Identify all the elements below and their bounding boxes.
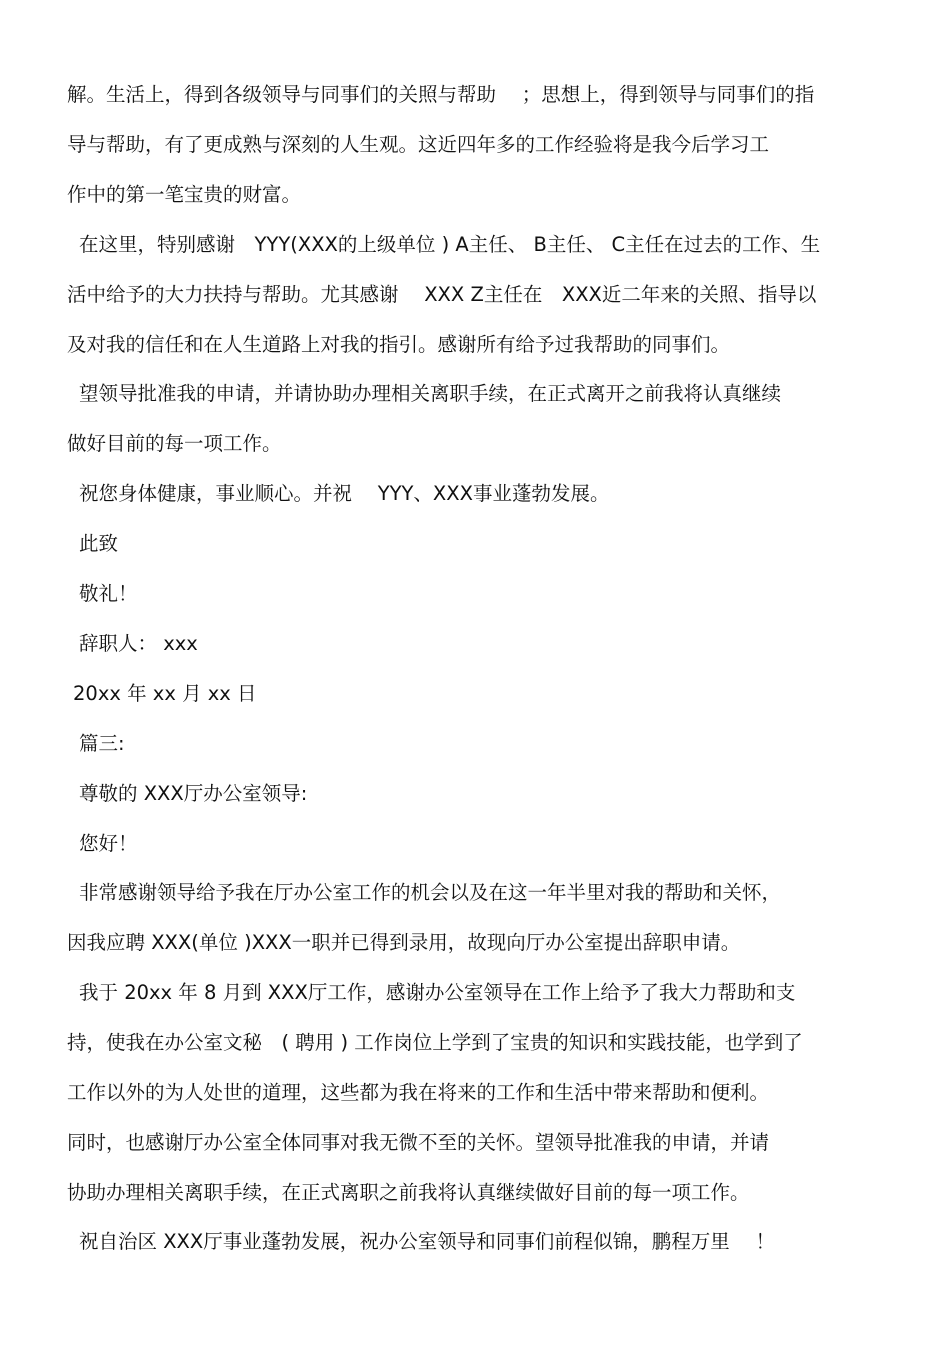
date-line: 20xx 年 xx 月 xx 日 — [73, 682, 257, 705]
paragraph-line-8: 做好目前的每一项工作。 — [67, 432, 282, 455]
paragraph-line-17: 非常感谢领导给予我在厅办公室工作的机会以及在这一年半里对我的帮助和关怀， — [79, 881, 782, 904]
paragraph-line-1: 解。生活上，得到各级领导与同事们的关照与帮助 ；思想上，得到领导与同事们的指 — [67, 83, 815, 106]
paragraph-line-19: 我于 20xx 年 8 月到 XXX厅工作，感谢办公室领导在工作上给予了我大力帮助和支 — [79, 981, 796, 1004]
paragraph-line-21: 工作以外的为人处世的道理，这些都为我在将来的工作和生活中带来帮助和便利。 — [67, 1081, 770, 1104]
letter-hello: 您好！ — [79, 832, 138, 855]
paragraph-line-5: 活中给予的大力扶持与帮助。尤其感谢 XXX Z主任在 XXX近二年来的关照、指导以 — [67, 283, 817, 306]
section-heading: 篇三: — [79, 732, 125, 755]
paragraph-line-18: 因我应聘 XXX(单位 )XXX一职并已得到录用，故现向厅办公室提出辞职申请。 — [67, 931, 741, 954]
paragraph-line-6: 及对我的信任和在人生道路上对我的指引。感谢所有给予过我帮助的同事们。 — [67, 333, 731, 356]
paragraph-line-4: 在这里，特别感谢 YYY(XXX的上级单位 ) A主任、 B主任、 C主任在过去的工作、生 — [79, 233, 821, 256]
closing-salutation: 此致 — [79, 532, 119, 555]
paragraph-line-7: 望领导批准我的申请，并请协助办理相关离职手续，在正式离开之前我将认真继续 — [79, 382, 782, 405]
paragraph-line-9: 祝您身体健康，事业顺心。并祝 YYY、XXX事业蓬勃发展。 — [79, 482, 610, 505]
letter-greeting: 尊敬的 XXX厅办公室领导: — [79, 782, 308, 805]
paragraph-line-20: 持，使我在办公室文秘 ( 聘用 ) 工作岗位上学到了宝贵的知识和实践技能，也学到了 — [67, 1031, 803, 1054]
signature-line: 辞职人： xxx — [79, 632, 198, 655]
closing-regards: 敬礼！ — [79, 582, 138, 605]
paragraph-line-2: 导与帮助，有了更成熟与深刻的人生观。这近四年多的工作经验将是我今后学习工 — [67, 133, 770, 156]
paragraph-line-3: 作中的第一笔宝贵的财富。 — [67, 183, 302, 206]
paragraph-line-22: 同时，也感谢厅办公室全体同事对我无微不至的关怀。望领导批准我的申请，并请 — [67, 1131, 770, 1154]
paragraph-line-24: 祝自治区 XXX厅事业蓬勃发展，祝办公室领导和同事们前程似锦，鹏程万里 ！ — [79, 1230, 775, 1253]
paragraph-line-23: 协助办理相关离职手续，在正式离职之前我将认真继续做好目前的每一项工作。 — [67, 1181, 750, 1204]
